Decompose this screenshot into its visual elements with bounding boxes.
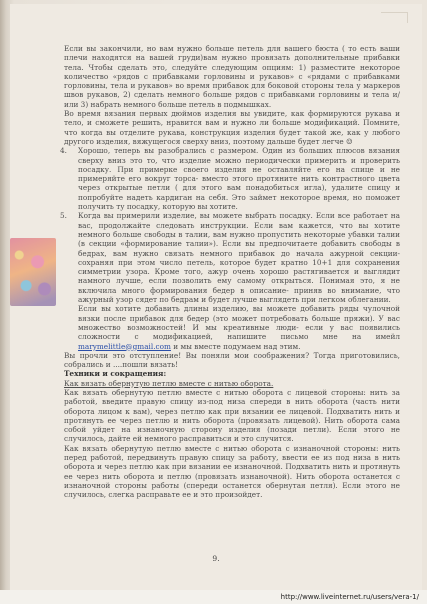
list-item-closing [78,304,400,350]
technique-title: Как вязать обернутую петлю вместе с нитью оборота. [64,378,274,388]
closing-text: Если вы хотите добавить длины изделию, вы можете добавить ряды чулочной вязки после прибавок для бедер (это может потребовать больше пряжи). У вас множество возможностей! И мы креативные люди- если у вас появились сложности с модификацией, напишите письмо мне на имейл [78,304,400,342]
outro-text: Вы прочли это отступление! Вы поняли мои соображения? Тогда приготовились, собрались и ....пошли вязать! [64,350,400,370]
techniques-heading: Техники и сокращения: [64,369,167,379]
email-link[interactable]: marymelittle@gmail.com [78,341,171,351]
intro-section [64,44,400,146]
page-corner-mark [381,12,408,23]
intro-paragraph: Если вы закончили, но вам нужно больше петель для вашего бюста ( то есть ваши плечи находятся на вашей груди)вам нужно провязать дополнительные прибавки тела. Чтобы сделать это, следуйте следующим опциям: 1) разместите некоторое количество «рядов с прибавками горловины и рукавов» с «рядами с прибавками горловины, тела и рукавов» во время прибавок для боковой стороны тела у маркеров швов рукавов, 2) сделать немного больше рядов с прибавками горловины и тела и/или 3) набрать немного больше петель в подмышках. [64,44,400,109]
list-item-5 [60,211,400,351]
intro-paragraph: Во время вязания первых дюймов изделия вы увидите, как формируются рукава и тело, и сможете решить, нравится вам и нужно ли больше модификаций. Помните, что когда вы отделите рукава, конструкция изделия будет такой же, как у любого другого изделия, вяжущегося сверху вниз, поэтому дальше будет легче ☺ [64,109,400,146]
technique-paragraph-1: Как вязать обернутую петлю вместе с нитью оборота с лицевой стороны: нить за работой, введите правую спицу из-под низа спереди в нить оборота (часть нити оборота лицом к вам), через петлю как при вязании ее лицевой. Подхватить нить и протянуть ее через петлю и нить оборота (провязать лицевой). Нить оборота сама собой уйдет на изнаночную сторону изделия (позади петли). Если этого не случилось, дайте ей немного расправиться и это случится. [64,387,400,444]
footer-url[interactable]: http://www.liveinternet.ru/users/vera-1/ [0,590,427,604]
technique-paragraph-2: Как вязать обернутую петлю вместе с нитью оборота с изнаночной стороны: нить перед работой, передвинуть правую спицу за работу, ввести ее из под низа в нить оборота и через петлю как при вязании ее изнаночной. Подхватить нить и протянуть ее через нить оборота и петлю (провязать изнаночной). Нить оборота останется с изнаночной стороны работы (спереди останется обернутая петля). Если этого не случилось, слегка расправьте ее и это произойдет. [64,443,400,500]
list-item-4 [60,146,400,212]
list-item-paragraph: Когда вы примерили изделие, вы можете выбрать посадку. Если все работает на вас, продолжайте следовать инструкции. Если вам кажется, что вы хотите немного больше свободы в талии, вам нужно пропустить некоторые убавки талии (в секции «формирование талии»). Если вы предпочитаете добавить свободы в бедрах, вам нужно связать немного прибавок до начала ажурной секции- сохраняя при этом число петель, которое будет кратно 10+1 для сохранения симметрии узора. Кроме того, ажур очень хорошо растягивается и выглядит намного лучше, если позволить ему самому открыться. Понимая это, я не включила много формирования бедер в описание- приняв во внимание, что ажурный узор сядет по бедрам и будет лучше выглядеть при легком облегании. [78,211,400,305]
decorative-photo [10,238,56,306]
document-page [10,4,422,600]
page-number: 9. [212,554,220,563]
list-number: 5. [60,211,67,221]
list-item-paragraphs [78,211,400,304]
list-item-text: Хорошо, теперь вы разобрались с размером. Один из больших плюсов вязания сверху вниз это то, что изделие можно периодически примерить и проверить посадку. При примерке своего изделия не оставляйте его на спице и не примеряйте его вокруг торса- вместо этого протяните нить контрастного цвета через открытые петли ( для этого вам понадобиться игла), удалите спицу и попробуйте надеть кардиган на себя. Это займет некоторое время, но поможет получить ту посадку, которую вы хотите. [78,146,400,212]
document-content [60,44,400,500]
list-number: 4. [60,146,67,156]
closing-tail: и мы вместе подумаем над этим. [173,341,301,351]
